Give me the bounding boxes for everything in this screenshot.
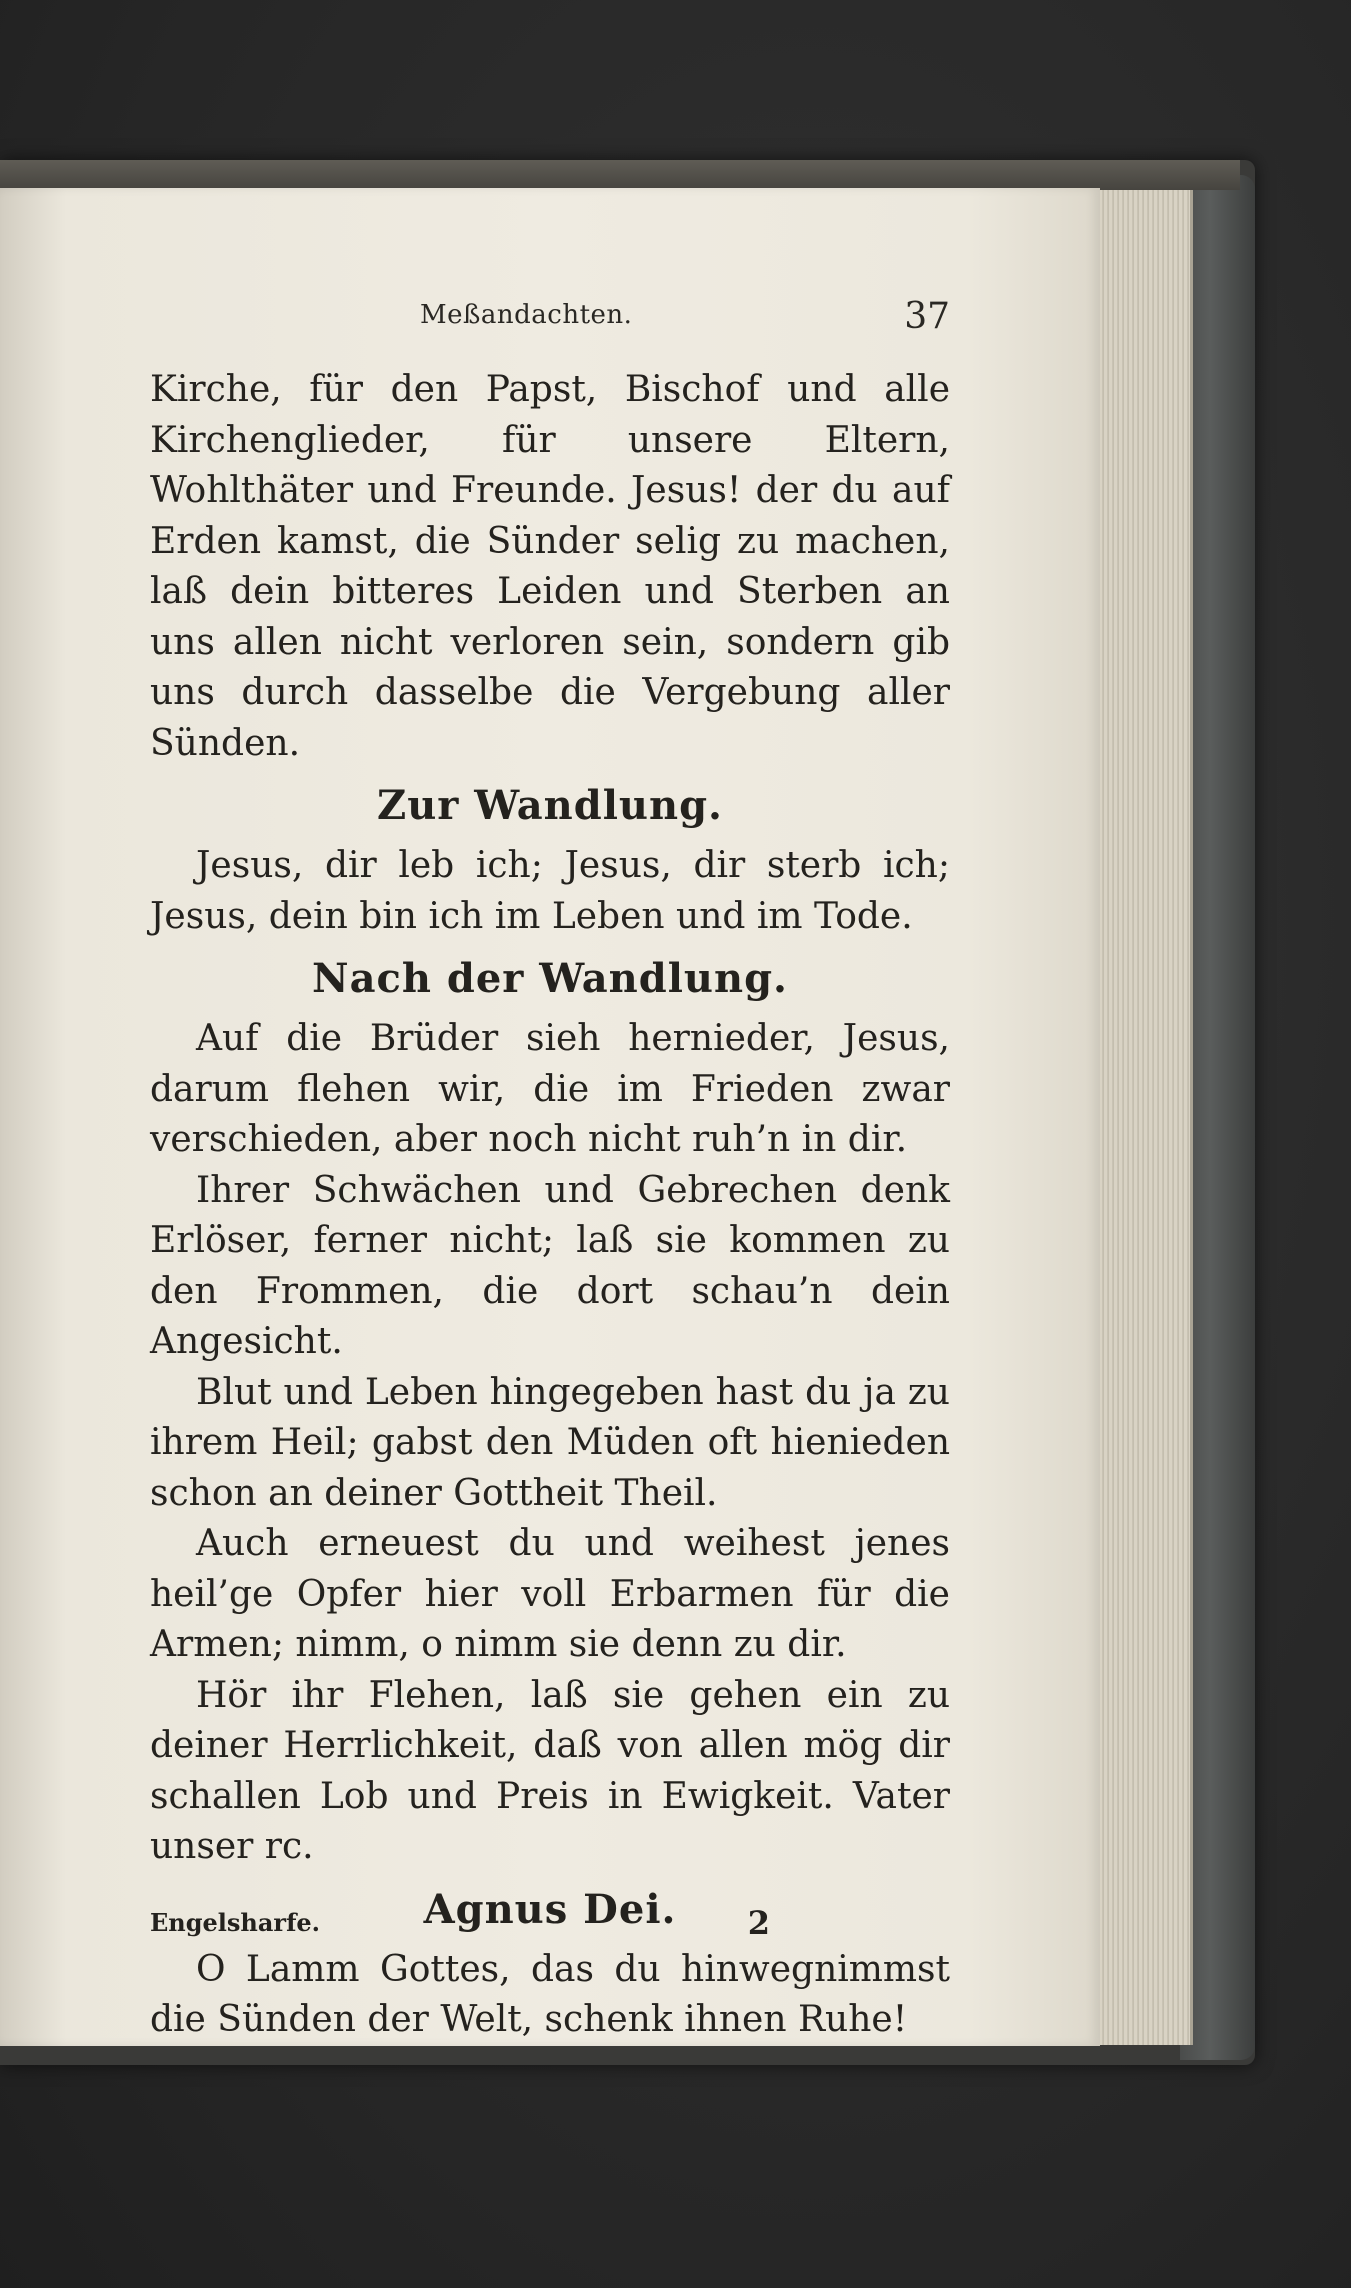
running-head bbox=[150, 296, 950, 340]
text-body bbox=[150, 365, 950, 2046]
page-footer bbox=[150, 1904, 770, 1948]
page-number: 37 bbox=[904, 296, 950, 337]
paragraph: Kirche, für den Papst, Bischof und alle Kirchenglieder, für unsere Eltern, Wohlthäter und Freunde. Jesus! der du auf Erden kamst, die Sünder selig zu machen, laß dein bitteres Leiden und Sterben an uns allen nicht verloren sein, sondern gib uns durch dasselbe die Vergebung aller Sünden. bbox=[150, 369, 950, 764]
running-head-title: Meßandachten. bbox=[420, 300, 633, 330]
paragraph: Hör ihr Flehen, laß sie gehen ein zu deiner Herrlichkeit, daß von allen mög dir schallen Lob und Preis in Ewigkeit. Vater unser rc. bbox=[150, 1674, 950, 1867]
paragraph: Auf die Brüder sieh hernieder, Jesus, darum flehen wir, die im Frieden zwar verschieden, aber noch nicht ruh’n in dir. bbox=[150, 1018, 950, 1160]
footer-book-title: Engelsharfe. bbox=[150, 1908, 321, 1937]
paragraph: Blut und Leben hingegeben hast du ja zu ihrem Heil; gabst den Müden oft hienieden schon an deiner Gottheit Theil. bbox=[150, 1371, 950, 1514]
paragraph: Jesus, dir leb ich; Jesus, dir sterb ich; Jesus, dein bin ich im Leben und im Tode. bbox=[150, 845, 950, 937]
section-heading: Nach der Wandlung. bbox=[312, 955, 788, 1002]
paragraph: Auch erneuest du und weihest jenes heil’ge Opfer hier voll Erbarmen für die Armen; nimm, o nimm sie denn zu dir. bbox=[150, 1523, 950, 1665]
paragraph: Ihrer Schwächen und Gebrechen denk Erlöser, ferner nicht; laß sie kommen zu den Frommen, die dort schau’n dein Angesicht. bbox=[150, 1169, 950, 1362]
book-top-board bbox=[0, 160, 1240, 190]
paragraph: O Lamm Gottes, das du hinwegnimmst die Sünden der Welt, schenk ihnen Ruhe! bbox=[150, 1948, 950, 2040]
section-heading: Agnus Dei. bbox=[423, 1885, 677, 1933]
section-heading: Zur Wandlung. bbox=[377, 782, 723, 829]
page-stack-edge bbox=[1095, 190, 1193, 2045]
footer-signature-mark: 2 bbox=[747, 1904, 770, 1942]
